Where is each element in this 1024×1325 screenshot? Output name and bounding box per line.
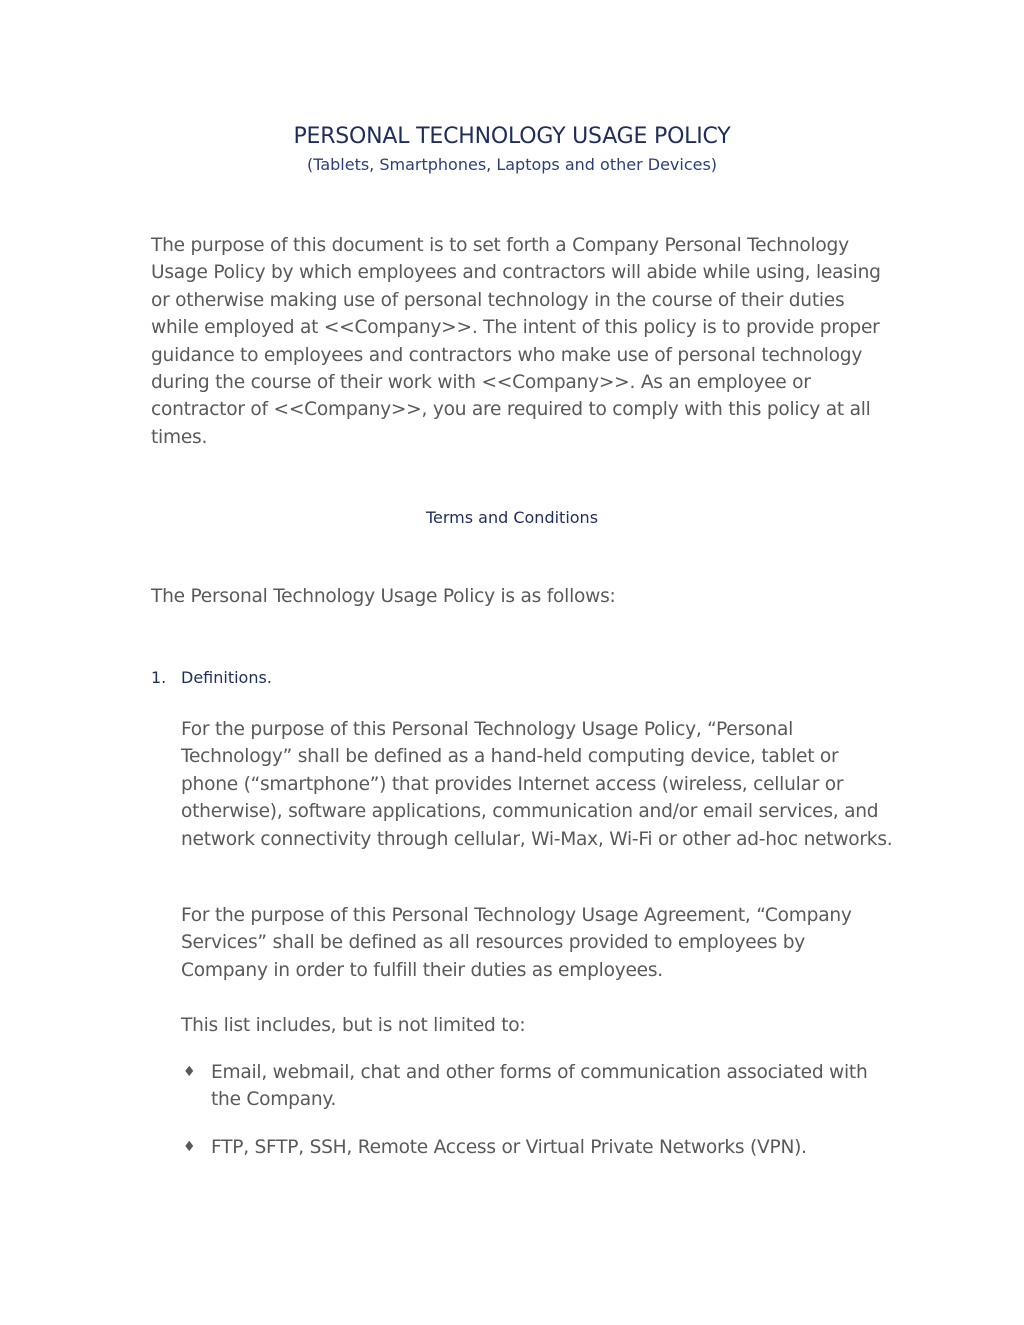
definitions-heading xyxy=(151,666,272,690)
services-list xyxy=(181,1059,893,1181)
intro-paragraph: The purpose of this document is to set forth a Company Personal Technology Usage Policy by which employees and contractors will abide while using, leasing or otherwise making use of personal technology in the course of their duties while employed at <<Company>>. The intent of this policy is to provide proper guidance to employees and contractors who make use of personal technology during the course of their work with <<Company>>. As an employee or contractor of <<Company>>, you are required to comply with this policy at all times. xyxy=(151,235,881,448)
list-item xyxy=(181,1059,893,1114)
definition-company-services: For the purpose of this Personal Technology Usage Agreement, “Company Services” shall be defined as all resources provided to employees by Company in order to fulfill their duties as employees. xyxy=(181,905,852,981)
section-heading: Terms and Conditions xyxy=(425,508,599,527)
document-title: PERSONAL TECHNOLOGY USAGE POLICY xyxy=(293,124,731,149)
definitions-number: 1. xyxy=(151,668,167,687)
diamond-bullet-icon: ♦ xyxy=(183,1138,196,1155)
definition-personal-technology: For the purpose of this Personal Technology Usage Policy, “Personal Technology” shall be defined as a hand-held computing device, tablet or phone (“smartphone”) that provides Internet access (wireless, cellular or otherwise), software applications, communication and/or email services, and network connectivity through cellular, Wi-Max, Wi-Fi or other ad-hoc networks. xyxy=(181,719,893,850)
document-subtitle: (Tablets, Smartphones, Laptops and other Devices) xyxy=(306,155,718,174)
list-intro: This list includes, but is not limited to: xyxy=(181,1015,526,1036)
diamond-bullet-icon: ♦ xyxy=(183,1064,196,1080)
list-item-text: FTP, SFTP, SSH, Remote Access or Virtual Private Networks (VPN). xyxy=(211,1136,807,1158)
list-item xyxy=(181,1134,893,1161)
policy-lead-in: The Personal Technology Usage Policy is as follows: xyxy=(151,586,616,607)
list-item-text: Email, webmail, chat and other forms of communication associated with the Company. xyxy=(211,1062,868,1111)
definitions-title: Definitions. xyxy=(181,668,272,687)
